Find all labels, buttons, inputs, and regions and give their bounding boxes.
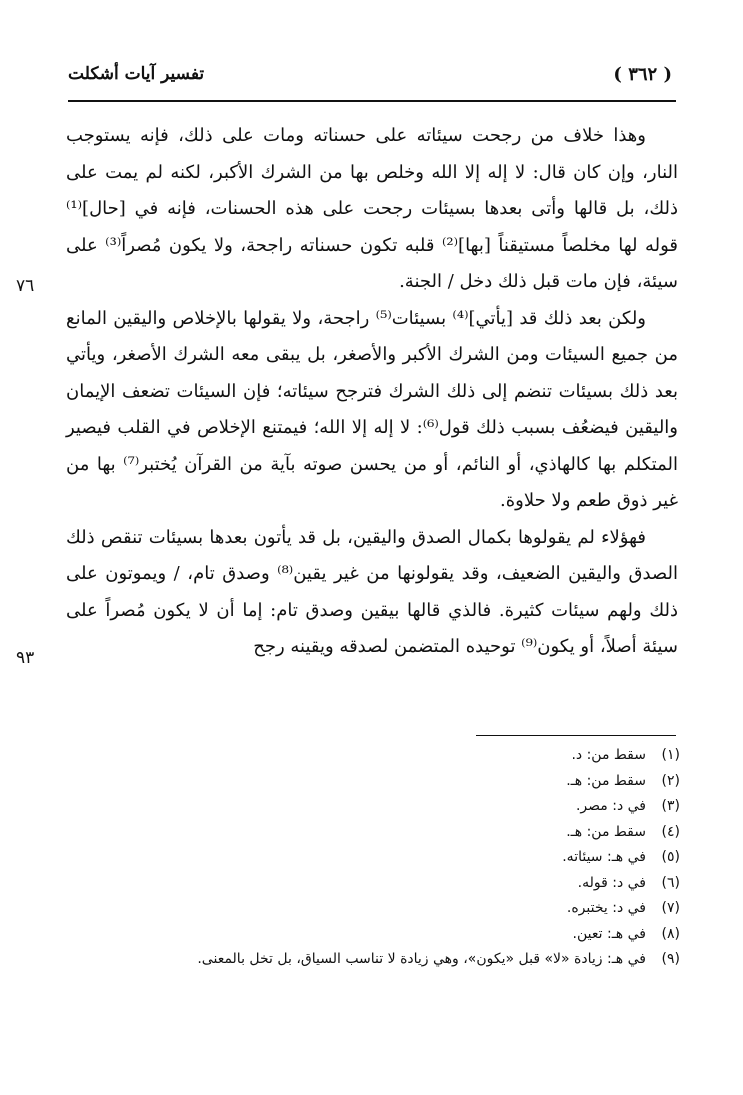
- main-text: [66, 118, 678, 666]
- footnotes-list: [150, 743, 680, 973]
- footnote: [150, 769, 680, 795]
- footnote-number: (٦): [661, 874, 680, 891]
- footnote-text: في د: قوله.: [577, 874, 646, 891]
- footnote-number: (٢): [661, 772, 680, 789]
- footnote-text: سقط من: هـ.: [566, 823, 646, 840]
- footnote-text: سقط من: د.: [571, 747, 646, 763]
- footnote: [150, 947, 680, 973]
- footnote-separator: [476, 735, 676, 736]
- footnote-number: (٧): [661, 900, 680, 916]
- footnote-number: (٩): [661, 951, 680, 967]
- footnote-number: (٣): [661, 798, 680, 814]
- footnote-text: في هـ: زيادة «لا» قبل «يكون»، وهي زيادة لا تناسب السياق، بل تخل بالمعنى.: [197, 951, 646, 967]
- footnote-text: في د: مصر.: [575, 798, 646, 814]
- footnote: [150, 820, 680, 846]
- header-rule: [68, 100, 676, 102]
- page-number: ( ٣٦٢ ): [613, 64, 672, 85]
- footnote-number: (١): [661, 747, 680, 763]
- footnote-number: (٤): [661, 823, 680, 840]
- paragraph: وهذا خلاف من رجحت سيئاته على حسناته ومات على ذلك، فإنه يستوجب النار، وإن كان قال: لا إله إلا الله وخلص بها من الشرك الأكبر، لكنه لم يمت على ذلك، بل قالها وأتى بعدها بسيئات رجحت على هذه الحسنات، فإنه في [حال]⁽¹⁾ قوله لها مخلصاً مستيقناً [بها]⁽²⁾ قلبه تكون حسناته راجحة، ولا يكون مُصراً⁽³⁾ على سيئة، فإن مات قبل ذلك دخل / الجنة.: [66, 125, 678, 292]
- footnote: [150, 743, 680, 769]
- footnote: [150, 922, 680, 948]
- page-header: [68, 58, 672, 98]
- footnote-text: في هـ: تعين.: [572, 925, 646, 942]
- running-title: تفسير آيات أشكلت: [68, 64, 205, 84]
- footnote: [150, 845, 680, 871]
- footnote-number: (٨): [661, 925, 680, 942]
- footnote-text: في د: يختبره.: [566, 900, 646, 916]
- footnote-text: سقط من: هـ.: [566, 772, 646, 789]
- footnote: [150, 794, 680, 820]
- margin-page-ref: ٩٣: [16, 648, 35, 668]
- footnote-text: في هـ: سيئاته.: [562, 849, 646, 865]
- paragraph: ولكن بعد ذلك قد [يأتي]⁽⁴⁾ بسيئات⁽⁵⁾ راجحة، ولا يقولها بالإخلاص واليقين المانع من جميع السيئات ومن الشرك الأكبر والأصغر، بل يبقى معه الشرك الأصغر، ويأتي بعد ذلك بسيئات تنضم إلى ذلك الشرك فترجح سيئاته؛ فإن السيئات تضعف الإيمان واليقين فيضعُف بسبب ذلك قول⁽⁶⁾: لا إله إلا الله؛ فيمتنع الإخلاص في القلب فيصير المتكلم بها كالهاذي، أو النائم، أو من يحسن صوته بآية من القرآن يُختبر⁽⁷⁾ بها من غير ذوق طعم ولا حلاوة.: [66, 307, 678, 511]
- footnote: [150, 871, 680, 897]
- paragraph: فهؤلاء لم يقولوها بكمال الصدق واليقين، بل قد يأتون بعدها بسيئات تنقص ذلك الصدق واليقين الضعيف، وقد يقولونها من غير يقين⁽⁸⁾ وصدق تام، / ويموتون على ذلك ولهم سيئات كثيرة. فالذي قالها بيقين وصدق تام: إما أن لا يكون مُصراً على سيئة أصلاً، أو يكون⁽⁹⁾ توحيده المتضمن لصدقه ويقينه رجح: [66, 526, 678, 657]
- footnote: [150, 896, 680, 922]
- footnote-number: (٥): [661, 849, 680, 865]
- margin-page-ref: ٧٦: [16, 276, 35, 296]
